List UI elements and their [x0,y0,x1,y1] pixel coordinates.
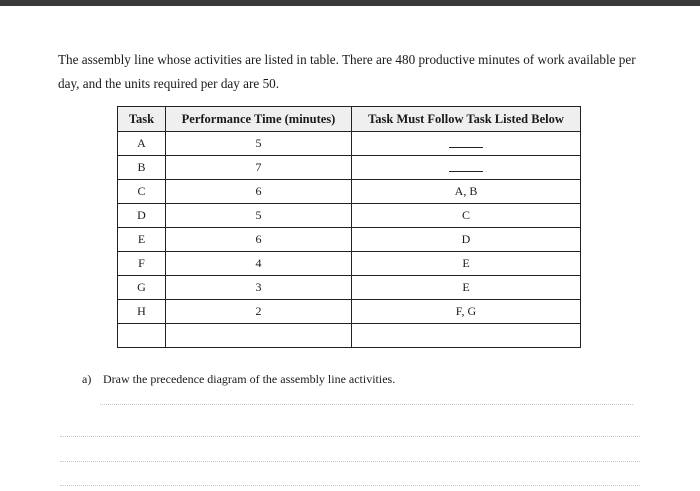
follows-cell: E [352,252,581,276]
blank-line [449,146,483,148]
header-predecessor: Task Must Follow Task Listed Below [352,107,581,132]
task-cell [118,324,166,348]
follows-cell: C [352,204,581,228]
task-cell: B [118,156,166,180]
time-cell: 5 [166,204,352,228]
time-cell: 6 [166,180,352,204]
top-bar [0,0,700,6]
follows-cell: D [352,228,581,252]
answer-line [60,436,640,437]
task-cell: C [118,180,166,204]
blank-line [449,170,483,172]
question-a [82,372,395,387]
table-row [118,180,581,204]
time-cell: 5 [166,132,352,156]
time-cell: 2 [166,300,352,324]
task-cell: E [118,228,166,252]
problem-statement: The assembly line whose activities are listed in table. There are 480 productive minutes of work available per day, and the units required per day are 50. [58,52,636,91]
table-row [118,132,581,156]
task-cell: G [118,276,166,300]
question-label: a) [82,372,92,386]
follows-cell [352,132,581,156]
header-performance-time: Performance Time (minutes) [166,107,352,132]
follows-cell: A, B [352,180,581,204]
task-table [117,106,581,348]
table-row [118,228,581,252]
task-cell: A [118,132,166,156]
header-task: Task [118,107,166,132]
time-cell: 7 [166,156,352,180]
table-row [118,252,581,276]
follows-cell: E [352,276,581,300]
table-header-row [118,107,581,132]
table-row [118,204,581,228]
answer-line [100,404,633,405]
table-row [118,300,581,324]
question-text: Draw the precedence diagram of the assembly line activities. [103,372,396,386]
follows-cell [352,156,581,180]
time-cell: 3 [166,276,352,300]
table-row [118,276,581,300]
follows-cell [352,324,581,348]
answer-line [60,485,640,486]
follows-cell: F, G [352,300,581,324]
time-cell: 4 [166,252,352,276]
table-row-empty [118,324,581,348]
task-cell: F [118,252,166,276]
task-cell: D [118,204,166,228]
answer-line [60,461,640,462]
table-row [118,156,581,180]
time-cell: 6 [166,228,352,252]
task-cell: H [118,300,166,324]
time-cell [166,324,352,348]
